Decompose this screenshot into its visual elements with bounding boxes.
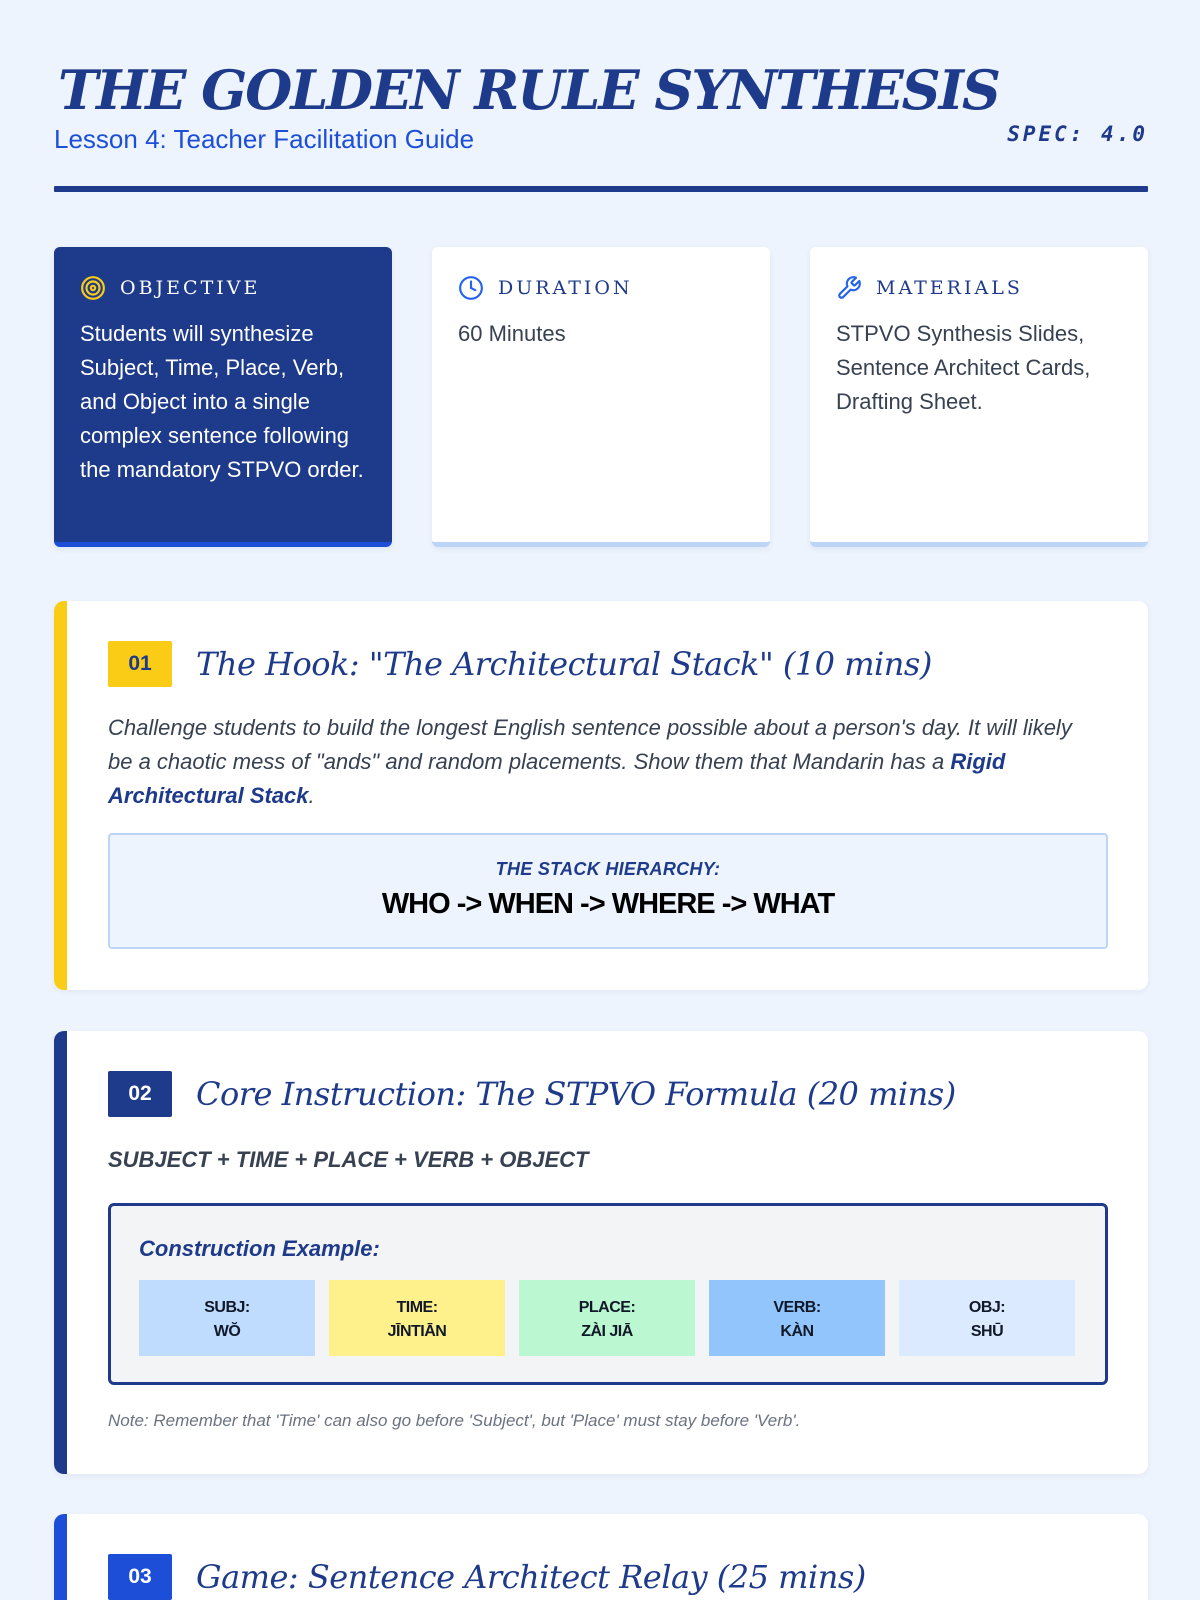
tile-value: KÀN xyxy=(780,1323,814,1340)
section-accent-bar xyxy=(54,601,67,990)
section-game xyxy=(54,1514,1148,1600)
tile-value: JĪNTIĀN xyxy=(387,1323,447,1340)
tile-value: ZÀI JIĀ xyxy=(581,1323,633,1340)
section-number-badge: 02 xyxy=(108,1071,172,1117)
tile-verb xyxy=(709,1280,885,1356)
tile-label: SUBJ: xyxy=(204,1299,250,1316)
duration-label: DURATION xyxy=(498,277,633,299)
tile-label: VERB: xyxy=(773,1299,821,1316)
description-end: . xyxy=(308,783,315,808)
stack-hierarchy-label: THE STACK HIERARCHY: xyxy=(495,859,721,879)
tile-label: PLACE: xyxy=(578,1299,636,1316)
construction-example-label: Construction Example: xyxy=(139,1236,380,1261)
section-title: Game: Sentence Architect Relay (25 mins) xyxy=(196,1558,866,1596)
page-header xyxy=(54,0,1148,192)
materials-label: MATERIALS xyxy=(876,277,1023,299)
stack-hierarchy-box xyxy=(108,833,1108,949)
target-icon xyxy=(80,275,106,301)
page-subtitle: Lesson 4: Teacher Facilitation Guide xyxy=(54,124,475,154)
materials-card xyxy=(810,247,1148,547)
section-title: The Hook: "The Architectural Stack" (10 mins) xyxy=(196,645,932,683)
stack-hierarchy-value: WHO -> WHEN -> WHERE -> WHAT xyxy=(381,888,835,920)
section-description xyxy=(108,711,1078,813)
section-title: Core Instruction: The STPVO Formula (20 mins) xyxy=(196,1075,956,1113)
clock-icon xyxy=(458,275,484,301)
wrench-icon xyxy=(836,275,862,301)
tile-subject xyxy=(139,1280,315,1356)
objective-card xyxy=(54,247,392,547)
duration-text: 60 Minutes xyxy=(458,321,566,346)
duration-card xyxy=(432,247,770,547)
tile-label: TIME: xyxy=(396,1299,438,1316)
objective-label: OBJECTIVE xyxy=(120,277,261,299)
tile-time xyxy=(329,1280,505,1356)
section-core-instruction xyxy=(54,1031,1148,1474)
section-number-badge: 01 xyxy=(108,641,172,687)
section-note: Note: Remember that 'Time' can also go before 'Subject', but 'Place' must stay before 'Verb'. xyxy=(108,1411,801,1430)
construction-example-box xyxy=(108,1203,1108,1385)
page-title: THE GOLDEN RULE SYNTHESIS xyxy=(58,58,999,122)
info-cards xyxy=(54,247,1148,547)
section-accent-bar xyxy=(54,1031,67,1474)
lesson-guide xyxy=(54,0,1148,1596)
materials-text: STPVO Synthesis Slides, Sentence Architect Cards, Drafting Sheet. xyxy=(836,321,1091,414)
tile-value: SHŪ xyxy=(970,1323,1004,1340)
construction-tiles xyxy=(139,1280,1079,1358)
tile-place xyxy=(519,1280,695,1356)
section-hook xyxy=(54,601,1148,990)
section-accent-bar xyxy=(54,1514,67,1600)
tile-value: WŎ xyxy=(213,1323,241,1340)
header-divider xyxy=(54,186,1148,192)
description-emphasis: Rigid Architectural Stack xyxy=(108,749,1006,808)
spec-version: SPEC: 4.0 xyxy=(1007,122,1148,146)
tile-label: OBJ: xyxy=(968,1299,1006,1316)
section-number-badge: 03 xyxy=(108,1554,172,1600)
description-text: Challenge students to build the longest English sentence possible about a person's day. It will likely be a chaotic mess of "ands" and random placements. Show them that Mandarin has a xyxy=(108,715,1072,774)
stpvo-formula: SUBJECT + TIME + PLACE + VERB + OBJECT xyxy=(108,1147,589,1172)
objective-text: Students will synthesize Subject, Time, Place, Verb, and Object into a single complex sentence following the mandatory STPVO order. xyxy=(80,321,364,482)
tile-object xyxy=(899,1280,1075,1356)
